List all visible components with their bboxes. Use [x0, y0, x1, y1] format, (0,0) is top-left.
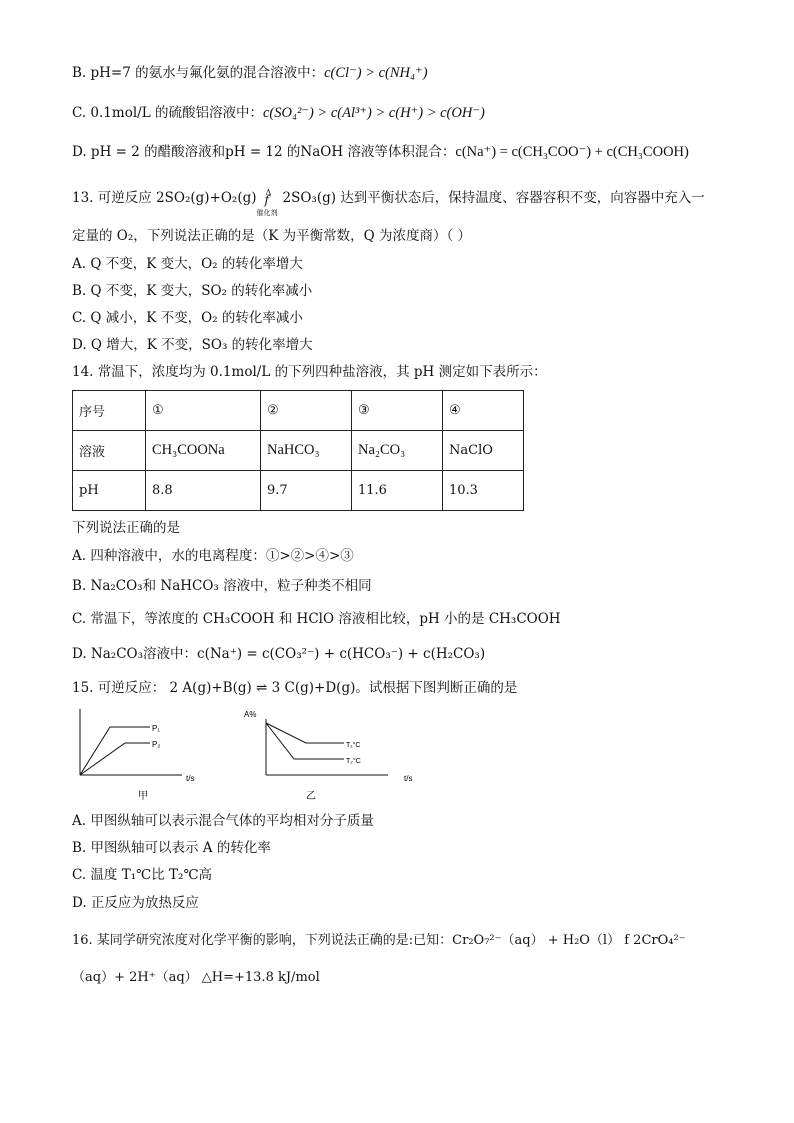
graph-yi — [238, 705, 428, 805]
cell-solution: NaHCO₃ — [261, 431, 352, 471]
q14-option-b: B. Na₂CO₃和 NaHCO₃ 溶液中，粒子种类不相同 — [72, 578, 372, 594]
cell-solution: Na₂CO₃ — [352, 431, 443, 471]
q14-option-a: A. 四种溶液中，水的电离程度：①>②>④>③ — [72, 548, 354, 564]
cell-solution: NaClO — [443, 431, 524, 471]
cell-ph: 10.3 — [443, 471, 524, 511]
q16-stem: 16. 某同学研究浓度对化学平衡的影响，下列说法正确的是:已知：Cr₂O₇²⁻（aq） + H₂O（l） f 2CrO₄²⁻ — [72, 933, 686, 948]
q12-option-b: B. pH=7 的氨水与氟化氨的混合溶液中：c(Cl⁻) > c(NH₄⁺) — [72, 65, 428, 81]
q14-table — [72, 390, 524, 511]
cell-ph: 9.7 — [261, 471, 352, 511]
cell-no: ③ — [352, 391, 443, 431]
table-row — [73, 471, 524, 511]
graph-yi-caption: 乙 — [306, 791, 316, 802]
q12-option-d: D. pH = 2 的醋酸溶液和pH = 12 的NaOH 溶液等体积混合：c(Na⁺) = c(CH₃COO⁻) + c(CH₃COOH) — [72, 144, 689, 160]
q16-stem-cont: （aq）+ 2H⁺（aq） △H=+13.8 kJ/mol — [72, 970, 320, 985]
q13-option-b: B. Q 不变，K 变大，SO₂ 的转化率减小 — [72, 283, 313, 299]
graph-yi-y-label: A% — [244, 710, 257, 719]
q13-option-a: A. Q 不变，K 变大，O₂ 的转化率增大 — [72, 256, 303, 272]
graph-yi-x-label: t/s — [404, 774, 413, 783]
q13-option-d: D. Q 增大，K 不变，SO₃ 的转化率增大 — [72, 337, 313, 353]
cell-ph: 8.8 — [146, 471, 261, 511]
q14-stem: 14. 常温下，浓度均为 0.1mol/L 的下列四种盐溶液，其 pH 测定如下表所示： — [72, 364, 547, 380]
q13-option-c: C. Q 减小，K 不变，O₂ 的转化率减小 — [72, 310, 303, 326]
graph-jia-caption: 甲 — [138, 791, 148, 802]
table-row — [73, 431, 524, 471]
cell-no: ④ — [443, 391, 524, 431]
q12-option-c: C. 0.1mol/L 的硫酸铝溶液中：c(SO₄²⁻) > c(Al³⁺) > c(H⁺) > c(OH⁻) — [72, 105, 485, 121]
cell-no: ② — [261, 391, 352, 431]
graph-yi-label-t1: T₁°C — [346, 742, 361, 749]
graph-yi-curve-t1 — [266, 723, 344, 743]
q12-d-formula: c(Na⁺) = c(CH₃COO⁻) + c(CH₃COOH) — [455, 144, 689, 160]
cell-ph: 11.6 — [352, 471, 443, 511]
row-label: pH — [73, 471, 146, 511]
row-label: 溶液 — [73, 431, 146, 471]
cell-no: ① — [146, 391, 261, 431]
row-label: 序号 — [73, 391, 146, 431]
q15-option-d: D. 正反应为放热反应 — [72, 895, 199, 911]
q15-option-a: A. 甲图纵轴可以表示混合气体的平均相对分子质量 — [72, 813, 374, 829]
graph-jia-label-p1: P₁ — [152, 724, 161, 733]
q15-stem: 15. 可逆反应： 2 A(g)+B(g) ⇌ 3 C(g)+D(g)。试根据下图判断正确的是 — [72, 680, 518, 696]
q15-option-b: B. 甲图纵轴可以表示 A 的转化率 — [72, 840, 271, 856]
graph-jia — [70, 705, 210, 805]
q12-c-formula: c(SO₄²⁻) > c(Al³⁺) > c(H⁺) > c(OH⁻) — [262, 105, 485, 121]
q15-option-c: C. 温度 T₁℃比 T₂℃高 — [72, 867, 213, 883]
table-row — [73, 391, 524, 431]
reversible-arrow: Δ f 催化剂 — [256, 187, 278, 217]
graph-jia-x-label: t/s — [186, 774, 195, 783]
cell-solution: CH₃COONa — [146, 431, 261, 471]
graph-jia-label-p2: P₂ — [152, 740, 161, 749]
q12-b-formula: c(Cl⁻) > c(NH₄⁺) — [324, 65, 428, 81]
q14-after: 下列说法正确的是 — [72, 520, 180, 536]
q14-option-c: C. 常温下，等浓度的 CH₃COOH 和 HClO 溶液相比较，pH 小的是 CH₃COOH — [72, 611, 561, 627]
graph-yi-label-t2: T₂°C — [346, 758, 361, 765]
q14-option-d: D. Na₂CO₃溶液中：c(Na⁺) = c(CO₃²⁻) + c(HCO₃⁻) + c(H₂CO₃) — [72, 646, 486, 662]
q13-stem: 13. 可逆反应 2SO₂(g)+O₂(g) Δ f 催化剂 2SO₃(g) 达到平衡状态后，保持温度、容器容积不变，向容器中充入一 — [72, 187, 705, 217]
q13-stem-cont: 定量的 O₂，下列说法正确的是（K 为平衡常数，Q 为浓度商）（ ） — [72, 228, 472, 244]
